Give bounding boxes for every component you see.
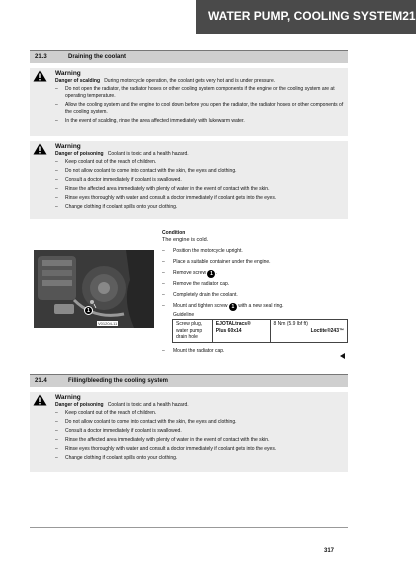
list-item: – Keep coolant out of the reach of children. xyxy=(55,159,347,166)
list-item: – Consult a doctor immediately if coolant is swallowed. xyxy=(55,177,347,184)
end-of-procedure-marker-icon xyxy=(340,353,345,359)
step-text: Place a suitable container under the engine. xyxy=(173,259,271,265)
section-number: 21.3 xyxy=(35,54,47,60)
spec-product: Loctite®243™ xyxy=(310,327,344,334)
step-text: Mount and tighten screw xyxy=(173,303,228,309)
step-text: Position the motorcycle upright. xyxy=(173,248,243,254)
image-caption: V01204-11 xyxy=(98,321,118,326)
list-item: – Rinse the affected area immediately with plenty of water in the event of contact with the skin. xyxy=(55,186,347,193)
section-heading-21-4 xyxy=(30,374,348,387)
engine-illustration xyxy=(34,250,154,328)
water-pump-photo xyxy=(34,250,154,328)
warning-lead xyxy=(55,151,345,158)
header-chapter-number: 21 xyxy=(402,9,416,23)
warning-poisoning-list xyxy=(55,159,347,213)
warning-poisoning-block-2 xyxy=(30,392,348,472)
spec-torque-value: 8 Nm (5.9 lbf ft) xyxy=(273,321,308,327)
section-number: 21.4 xyxy=(35,378,47,384)
warning-lead-text: During motorcycle operation, the coolant gets very hot and is under pressure. xyxy=(104,78,276,84)
procedure-step xyxy=(162,259,352,270)
list-item: – In the event of scalding, rinse the area affected immediately with lukewarm water. xyxy=(55,118,347,125)
procedure-step xyxy=(162,270,352,281)
spec-thread-line2: Plus 60x14 xyxy=(215,327,242,334)
table-row xyxy=(173,320,348,343)
list-item: – Rinse eyes thoroughly with water and consult a doctor immediately if coolant gets into the eyes. xyxy=(55,195,347,202)
condition-label: Condition xyxy=(162,230,186,236)
list-item: – Do not allow coolant to come into contact with the skin, the eyes and clothing. xyxy=(55,419,347,426)
step-suffix: with a new seal ring. xyxy=(238,303,284,309)
section-heading-21-3 xyxy=(30,50,348,63)
step-text: Completely drain the coolant. xyxy=(173,292,238,298)
section-title: Filling/bleeding the cooling system xyxy=(68,378,169,384)
procedure-steps xyxy=(162,248,352,314)
warning-lead xyxy=(55,78,345,85)
list-item: – Allow the cooling system and the engine to cool down before you open the radiator, the radiator hoses or other components of the cooling system. xyxy=(55,102,347,116)
procedure-step xyxy=(162,292,352,303)
warning-triangle-icon xyxy=(33,394,47,406)
warning-label: Danger of poisoning xyxy=(55,151,104,157)
header-title-text: WATER PUMP, COOLING SYSTEM xyxy=(208,9,403,23)
warning-lead xyxy=(55,402,345,409)
page-number: 317 xyxy=(324,548,335,554)
list-item: – Change clothing if coolant spills onto your clothing. xyxy=(55,455,347,462)
list-item: – Change clothing if coolant spills onto your clothing. xyxy=(55,204,347,211)
procedure-step-final: – Mount the radiator cap. xyxy=(162,348,224,355)
warning-title: Warning xyxy=(55,70,81,77)
section-title: Draining the coolant xyxy=(68,54,127,60)
torque-spec-table xyxy=(172,319,348,343)
warning-label: Danger of poisoning xyxy=(55,402,104,408)
image-callout-badge: 1 xyxy=(84,306,93,315)
condition-text: The engine is cold. xyxy=(162,237,209,243)
warning-scalding-block xyxy=(30,68,348,136)
list-item: – Do not open the radiator, the radiator hoses or other cooling system components if the engine or the cooling system are at operating temperature. xyxy=(55,86,347,100)
step-suffix: . xyxy=(215,270,217,276)
warning-scalding-list xyxy=(55,86,347,127)
procedure-step xyxy=(162,248,352,259)
list-item: – Consult a doctor immediately if coolant is swallowed. xyxy=(55,428,347,435)
warning-triangle-icon xyxy=(33,143,47,155)
step-text: Remove screw xyxy=(173,270,207,276)
warning-lead-text: Coolant is toxic and a health hazard. xyxy=(107,402,189,408)
list-item: – Rinse the affected area immediately with plenty of water in the event of contact with the skin. xyxy=(55,437,347,444)
list-item: – Keep coolant out of the reach of children. xyxy=(55,410,347,417)
warning-triangle-icon xyxy=(33,70,47,82)
step-text: Remove the radiator cap. xyxy=(173,281,230,287)
spec-thread-cell xyxy=(212,320,270,343)
header-title xyxy=(208,8,416,24)
callout-number-badge: 1 xyxy=(229,303,237,311)
spec-thread-line1: EJOTALtracs® xyxy=(215,321,251,327)
footer-divider xyxy=(30,527,348,528)
warning-poisoning-block xyxy=(30,141,348,219)
procedure-step xyxy=(162,281,352,292)
list-item: – Do not allow coolant to come into contact with the skin, the eyes and clothing. xyxy=(55,168,347,175)
spec-torque-cell xyxy=(270,320,348,343)
spec-part-cell: Screw plug, water pump drain hole xyxy=(173,320,213,343)
warning-title: Warning xyxy=(55,394,81,401)
list-item: – Rinse eyes thoroughly with water and consult a doctor immediately if coolant gets into the eyes. xyxy=(55,446,347,453)
warning-title: Warning xyxy=(55,143,81,150)
warning-lead-text: Coolant is toxic and a health hazard. xyxy=(107,151,189,157)
guideline-label: Guideline xyxy=(173,312,195,318)
warning-poisoning-list-2 xyxy=(55,410,347,464)
callout-number-badge: 1 xyxy=(207,270,215,278)
warning-label: Danger of scalding xyxy=(55,78,101,84)
